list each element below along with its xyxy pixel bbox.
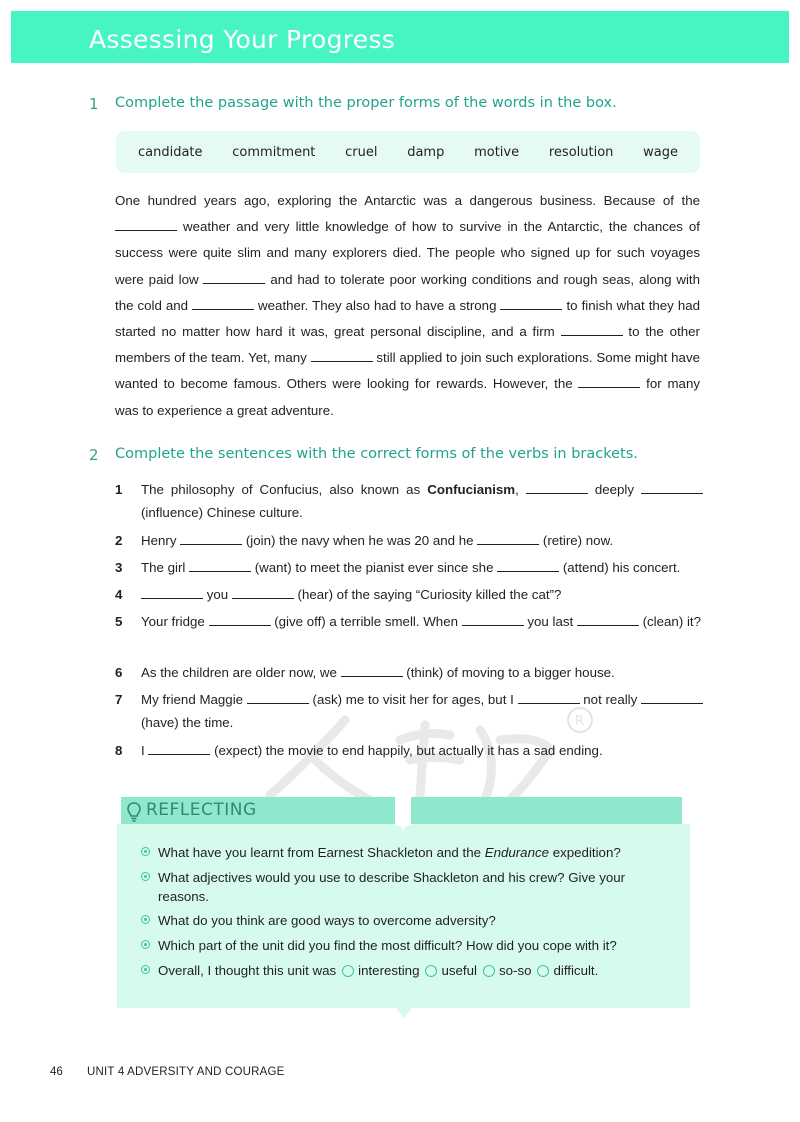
section-2-instruction: Complete the sentences with the correct forms of the verbs in brackets. (115, 446, 638, 462)
reflecting-header-band (407, 797, 682, 825)
item-number: 7 (115, 692, 123, 707)
answer-blank[interactable] (115, 229, 177, 231)
word-box-item: damp (407, 144, 445, 160)
answer-blank[interactable] (477, 543, 539, 545)
answer-blank[interactable] (526, 492, 588, 494)
item-text: , (515, 482, 526, 497)
answer-blank[interactable] (189, 570, 251, 572)
passage-text: to finish what they had started no matter how hard it was, great personal discipline, and a firm (115, 297, 701, 340)
word-box-item: wage (643, 144, 678, 160)
passage-text: still applied to join such explorations. Some might have wanted to become famous. Others were looking for rewards. However, the (115, 350, 700, 392)
item-text: Your fridge (141, 614, 209, 629)
item-text: My friend Maggie (141, 692, 247, 707)
answer-blank[interactable] (209, 624, 271, 626)
answer-blank[interactable] (180, 543, 242, 545)
answer-blank[interactable] (311, 360, 373, 362)
option-label: useful (441, 963, 477, 978)
answer-blank[interactable] (578, 386, 640, 388)
answer-blank[interactable] (141, 597, 203, 599)
question-text: expedition? (549, 845, 621, 860)
option-circle-icon[interactable] (425, 965, 437, 977)
item-text: I (141, 743, 149, 758)
reflecting-question (141, 961, 671, 980)
passage-text: for many was to experience a great adventure. (115, 376, 700, 418)
item-text: (give off) a terrible smell. When (270, 614, 462, 629)
page-title: Assessing Your Progress (89, 25, 396, 54)
option-label: interesting (358, 963, 420, 978)
item-text: The girl (141, 560, 190, 575)
section-1-instruction: Complete the passage with the proper forms of the words in the box. (115, 95, 617, 111)
reflecting-question (141, 843, 671, 862)
page-number: 46 (50, 1066, 63, 1078)
exercise-item (115, 529, 715, 552)
passage-text: and had to tolerate poor working conditions and rough seas, along with the cold and (115, 271, 701, 313)
exercise-item (115, 583, 715, 606)
item-text: As the children are older now, we (141, 665, 341, 680)
question-text: What do you think are good ways to overcome adversity? (158, 913, 496, 928)
item-text: The philosophy of Confucius, also known as (141, 482, 428, 497)
question-text: Which part of the unit did you find the most difficult? How did you cope with it? (158, 938, 617, 953)
section-2-number: 2 (89, 446, 99, 464)
exercise-item (115, 688, 715, 734)
word-box-item: commitment (232, 144, 316, 160)
question-text: What adjectives would you use to describe Shackleton and his crew? Give your reasons. (158, 870, 626, 904)
page-header-band (11, 11, 789, 63)
reflecting-question (141, 936, 671, 955)
answer-blank[interactable] (341, 675, 403, 677)
item-number: 8 (115, 743, 123, 758)
item-text: (influence) Chinese culture. (141, 505, 303, 520)
item-text: (retire) now. (539, 533, 614, 548)
bullet-circle-icon (141, 965, 150, 974)
option-circle-icon[interactable] (537, 965, 549, 977)
item-text: (think) of moving to a bigger house. (402, 665, 615, 680)
item-text: deeply (587, 482, 641, 497)
word-box-item: candidate (138, 144, 203, 160)
answer-blank[interactable] (247, 702, 309, 704)
word-box (116, 131, 700, 173)
item-number: 6 (115, 665, 123, 680)
exercise-item (115, 556, 715, 579)
question-text: What have you learnt from Earnest Shackleton and the (158, 845, 485, 860)
lightbulb-icon (126, 801, 142, 823)
bullet-circle-icon (141, 940, 150, 949)
reflecting-box-pointer (396, 1008, 412, 1018)
item-text: you last (523, 614, 577, 629)
item-text: (expect) the movie to end happily, but actually it has a sad ending. (210, 743, 603, 758)
answer-blank[interactable] (518, 702, 580, 704)
section-1-number: 1 (89, 95, 99, 113)
reflecting-title: REFLECTING (146, 800, 257, 820)
item-text: (ask) me to visit her for ages, but I (308, 692, 518, 707)
answer-blank[interactable] (148, 753, 210, 755)
option-circle-icon[interactable] (342, 965, 354, 977)
answer-blank[interactable] (232, 597, 294, 599)
bullet-circle-icon (141, 847, 150, 856)
passage (115, 188, 700, 424)
answer-blank[interactable] (577, 624, 639, 626)
item-number: 5 (115, 614, 123, 629)
word-box-item: resolution (548, 144, 614, 160)
exercise-item (115, 661, 715, 684)
answer-blank[interactable] (641, 492, 703, 494)
passage-text: weather. They also had to have a strong (254, 297, 501, 313)
item-term: Confucianism (427, 482, 516, 497)
word-box-item: motive (474, 144, 520, 160)
answer-blank[interactable] (203, 282, 265, 284)
bullet-circle-icon (141, 872, 150, 881)
item-text: (have) the time. (141, 715, 234, 730)
passage-text: weather and very little knowledge of how to survive in the Antarctic, the chances of success were quite slim and many explorers died. The people who signed up for such voyages were paid low (115, 219, 700, 287)
reflecting-question (141, 868, 671, 906)
item-number: 3 (115, 560, 123, 575)
item-text: Henry (141, 533, 181, 548)
answer-blank[interactable] (561, 334, 623, 336)
item-number: 4 (115, 587, 123, 602)
item-number: 2 (115, 533, 123, 548)
svg-text:R: R (575, 714, 585, 729)
item-text: not really (579, 692, 641, 707)
item-text: (hear) of the saying “Curiosity killed the cat”? (293, 587, 562, 602)
bullet-circle-icon (141, 915, 150, 924)
reflecting-question (141, 911, 671, 930)
item-text: you (203, 587, 232, 602)
answer-blank[interactable] (462, 624, 524, 626)
option-circle-icon[interactable] (483, 965, 495, 977)
answer-blank[interactable] (641, 702, 703, 704)
item-number: 1 (115, 482, 123, 497)
question-text: Overall, I thought this unit was (158, 963, 337, 978)
unit-label: UNIT 4 ADVERSITY AND COURAGE (87, 1066, 285, 1078)
item-text: (clean) it? (638, 614, 701, 629)
passage-text: One hundred years ago, exploring the Antarctic was a dangerous business. Because of the (115, 193, 700, 208)
option-label: so-so (498, 963, 532, 978)
item-text: (join) the navy when he was 20 and he (242, 533, 478, 548)
exercise-item (115, 610, 715, 633)
answer-blank[interactable] (497, 570, 559, 572)
exercise-item (115, 739, 715, 762)
item-text: (attend) his concert. (559, 560, 681, 575)
exercise-item (115, 478, 715, 524)
passage-text: to the other members of the team. Yet, many (115, 324, 700, 366)
item-text: (want) to meet the pianist ever since she (251, 560, 498, 575)
option-label: difficult. (553, 963, 599, 978)
answer-blank[interactable] (192, 308, 254, 310)
answer-blank[interactable] (500, 308, 562, 310)
reflecting-tab-divider (395, 797, 411, 833)
word-box-item: cruel (345, 144, 378, 160)
question-emphasis: Endurance (484, 845, 550, 860)
